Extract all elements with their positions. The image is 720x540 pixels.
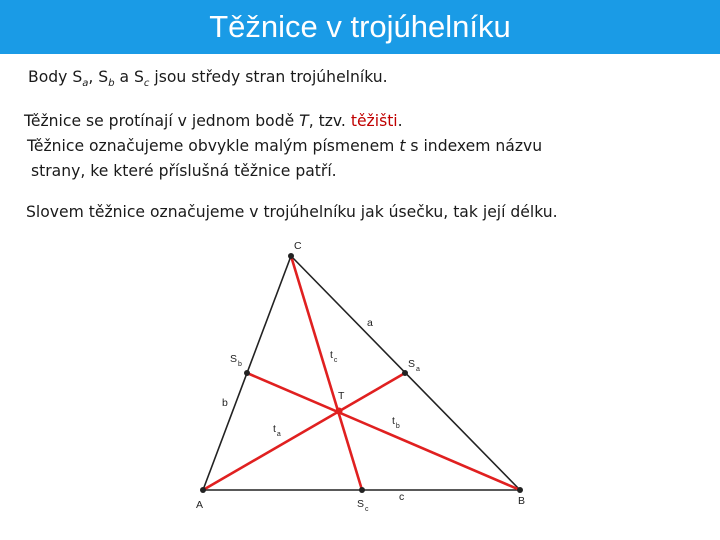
centroid-t [336,408,343,415]
line3-text-a: Těžnice označujeme obvykle malým písmenem [27,137,400,155]
line1-text-b: , S [88,68,109,86]
line1-sub-c: c [143,78,150,89]
label-tb: $t_b$ [392,415,400,430]
line5-text: Slovem těžnice označujeme v trojúhelníku jak úsečku, tak její délku. [26,203,558,221]
line2-text-b: , tzv. [308,112,351,130]
label-ta: $t_a$ [273,423,281,438]
line1-text-a: Body S [28,68,83,86]
midpoint-sb [244,370,250,376]
label-side-a: a [367,317,373,329]
label-b: B [518,495,526,507]
line2-text-c: . [397,112,403,130]
vertex-c-point [288,253,294,259]
label-sc: $S_c$ [357,498,369,513]
label-tc: $t_c$ [330,349,338,364]
line3-letter-t: t [399,137,406,155]
line1-text-c: a S [114,68,144,86]
label-side-c: c [399,491,405,503]
slide-title: Těžnice v trojúhelníku [209,9,511,44]
label-a: A [196,499,204,511]
line3-text-b: s indexem názvu [405,137,543,155]
label-t: T [338,390,345,402]
line4-text: strany, ke které příslušná těžnice patří. [31,162,337,180]
label-c: C [294,240,302,252]
label-sa: $S_a$ [408,358,420,373]
line2-point-t: T [299,112,309,130]
vertex-a-point [200,487,206,493]
median-tb [247,373,520,490]
label-sb: $S_b$ [230,353,242,368]
line1-sub-b: b [108,78,115,89]
line1-sub-a: a [82,78,89,89]
median-tc [291,256,362,490]
label-side-b: b [222,397,228,409]
midpoint-sa [402,370,408,376]
keyword-teziste: těžišti [350,112,398,130]
median-ta [203,373,405,490]
vertex-b-point [517,487,523,493]
midpoint-sc [359,487,365,493]
line1-text-d: jsou středy stran trojúhelníku. [149,68,388,86]
line2-text-a: Těžnice se protínají v jednom bodě [24,112,300,130]
